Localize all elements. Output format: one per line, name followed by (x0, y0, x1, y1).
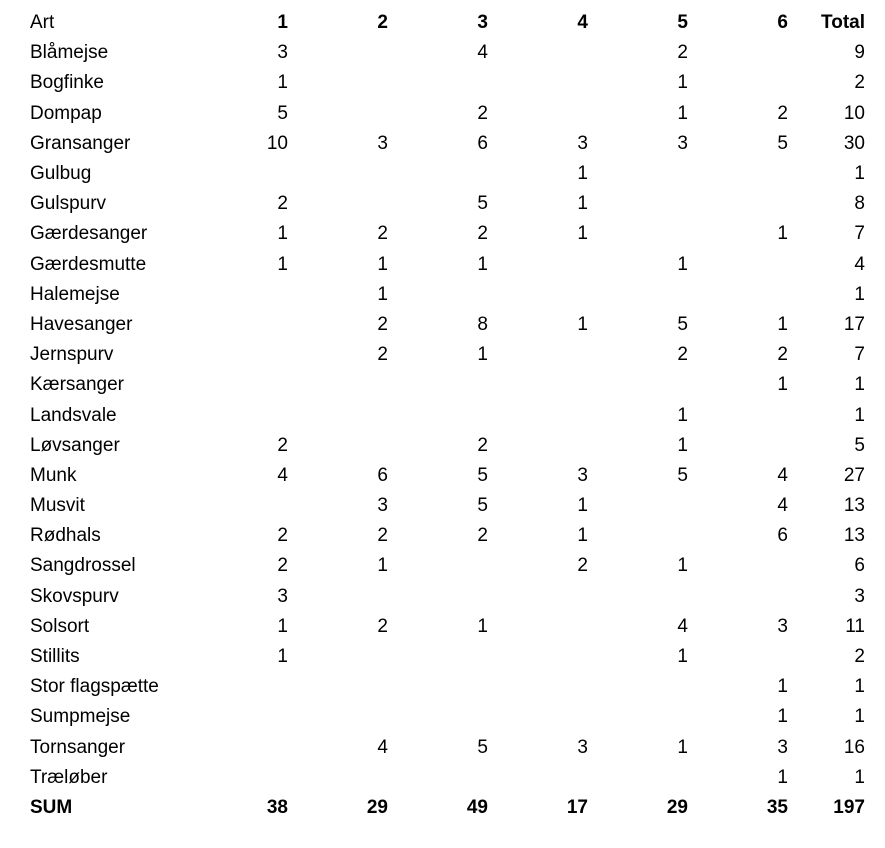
table-row (24, 159, 871, 189)
count-cell-col-5: 5 (677, 313, 688, 335)
count-cell-col-4: 1 (577, 223, 588, 245)
row-total: 9 (854, 42, 865, 64)
count-cell-col-2 (294, 642, 394, 672)
count-cell-col-3: 8 (477, 313, 488, 335)
species-name: Solsort (30, 615, 90, 637)
species-name: Stillits (30, 646, 80, 668)
species-name: Gulspurv (30, 193, 107, 215)
row-total: 1 (854, 283, 865, 305)
count-cell-col-2: 6 (377, 464, 388, 486)
count-cell-col-1: 1 (277, 72, 288, 94)
count-cell-col-1: 2 (277, 555, 288, 577)
count-cell-col-2: 3 (377, 132, 388, 154)
count-cell-col-5: 1 (677, 253, 688, 275)
row-total: 11 (845, 615, 865, 637)
row-total: 17 (843, 313, 865, 335)
species-name: Gærdesmutte (30, 253, 147, 275)
count-cell-col-6 (694, 280, 794, 310)
header-species: Art (30, 12, 55, 34)
row-total: 3 (854, 585, 865, 607)
species-name: Gærdesanger (30, 223, 148, 245)
count-cell-col-2: 1 (377, 283, 388, 305)
count-cell-col-3: 5 (477, 736, 488, 758)
header-col-2: 2 (377, 12, 388, 34)
count-cell-col-4: 1 (577, 313, 588, 335)
count-cell-col-6 (694, 400, 794, 430)
species-name: Musvit (30, 495, 85, 517)
count-cell-col-5: 2 (677, 344, 688, 366)
species-name: Kærsanger (30, 374, 124, 396)
count-cell-col-5: 1 (677, 102, 688, 124)
table-row (24, 280, 871, 310)
count-cell-col-2: 2 (377, 525, 388, 547)
count-cell-col-6: 2 (777, 344, 788, 366)
count-cell-col-5 (594, 370, 694, 400)
row-total: 1 (854, 766, 865, 788)
count-cell-col-4 (494, 38, 594, 68)
table-row (24, 672, 871, 702)
count-cell-col-1 (194, 672, 294, 702)
count-cell-col-6 (694, 582, 794, 612)
count-cell-col-5: 2 (677, 42, 688, 64)
count-cell-col-3 (394, 68, 494, 98)
table-row (24, 491, 871, 521)
count-cell-col-3 (394, 702, 494, 732)
count-cell-col-5 (594, 159, 694, 189)
table-row (24, 521, 871, 551)
table-row (24, 38, 871, 68)
table-row (24, 99, 871, 129)
count-cell-col-4: 1 (577, 495, 588, 517)
count-cell-col-5 (594, 189, 694, 219)
count-cell-col-3: 2 (477, 102, 488, 124)
header-col-4: 4 (577, 12, 588, 34)
count-cell-col-2: 1 (377, 253, 388, 275)
count-cell-col-6 (694, 250, 794, 280)
species-name: Stor flagspætte (30, 676, 159, 698)
count-cell-col-5 (594, 491, 694, 521)
sum-total: 197 (833, 796, 865, 818)
count-cell-col-5: 1 (677, 555, 688, 577)
table-row (24, 582, 871, 612)
count-cell-col-3: 6 (477, 132, 488, 154)
count-cell-col-6: 4 (777, 464, 788, 486)
count-cell-col-1: 2 (277, 193, 288, 215)
species-name: Landsvale (30, 404, 117, 426)
count-cell-col-6: 6 (777, 525, 788, 547)
table-row (24, 340, 871, 370)
count-cell-col-6: 3 (777, 736, 788, 758)
count-cell-col-3 (394, 582, 494, 612)
species-name: Halemejse (30, 283, 120, 305)
count-cell-col-4: 3 (577, 464, 588, 486)
count-cell-col-3: 5 (477, 193, 488, 215)
count-cell-col-1: 10 (266, 132, 288, 154)
count-cell-col-3: 4 (477, 42, 488, 64)
count-cell-col-1: 1 (277, 223, 288, 245)
count-cell-col-5 (594, 763, 694, 793)
count-cell-col-1: 1 (277, 615, 288, 637)
count-cell-col-4: 3 (577, 736, 588, 758)
count-cell-col-4: 2 (577, 555, 588, 577)
count-cell-col-2 (294, 672, 394, 702)
sum-col-4: 17 (566, 796, 588, 818)
count-cell-col-4 (494, 99, 594, 129)
row-total: 8 (854, 193, 865, 215)
count-cell-col-4 (494, 642, 594, 672)
count-cell-col-6: 1 (777, 676, 788, 698)
row-total: 1 (854, 163, 865, 185)
header-col-3: 3 (477, 12, 488, 34)
table-row (24, 431, 871, 461)
row-total: 13 (843, 525, 865, 547)
row-total: 1 (854, 374, 865, 396)
species-name: Jernspurv (30, 344, 114, 366)
count-cell-col-2 (294, 189, 394, 219)
sum-col-3: 49 (466, 796, 488, 818)
table-row (24, 68, 871, 98)
species-name: Sumpmejse (30, 706, 131, 728)
row-total: 6 (854, 555, 865, 577)
species-name: Rødhals (30, 525, 101, 547)
count-cell-col-5 (594, 672, 694, 702)
row-total: 7 (854, 344, 865, 366)
sum-label: SUM (30, 796, 73, 818)
count-cell-col-5: 1 (677, 404, 688, 426)
count-cell-col-1 (194, 340, 294, 370)
row-total: 5 (854, 434, 865, 456)
count-cell-col-2 (294, 431, 394, 461)
species-name: Træløber (30, 766, 108, 788)
count-cell-col-3 (394, 642, 494, 672)
header-col-6: 6 (777, 12, 788, 34)
table-row (24, 129, 871, 159)
count-cell-col-3: 1 (477, 344, 488, 366)
count-cell-col-6: 2 (777, 102, 788, 124)
count-cell-col-1 (194, 400, 294, 430)
header-col-5: 5 (677, 12, 688, 34)
row-total: 2 (854, 72, 865, 94)
species-name: Løvsanger (30, 434, 120, 456)
table-row (24, 733, 871, 763)
count-cell-col-2 (294, 99, 394, 129)
count-cell-col-3: 5 (477, 464, 488, 486)
count-cell-col-2: 2 (377, 615, 388, 637)
count-cell-col-1: 2 (277, 525, 288, 547)
count-cell-col-4 (494, 250, 594, 280)
count-cell-col-1 (194, 491, 294, 521)
header-total: Total (821, 12, 865, 34)
row-total: 1 (854, 706, 865, 728)
count-cell-col-2 (294, 400, 394, 430)
table-body (24, 38, 871, 793)
count-cell-col-3 (394, 672, 494, 702)
count-cell-col-2: 3 (377, 495, 388, 517)
species-name: Dompap (30, 102, 102, 124)
count-cell-col-3 (394, 159, 494, 189)
sum-col-2: 29 (366, 796, 388, 818)
count-cell-col-1: 2 (277, 434, 288, 456)
header-col-1: 1 (277, 12, 288, 34)
count-cell-col-1 (194, 159, 294, 189)
count-cell-col-3 (394, 400, 494, 430)
count-cell-col-3: 1 (477, 615, 488, 637)
species-name: Bogfinke (30, 72, 104, 94)
count-cell-col-6 (694, 189, 794, 219)
count-cell-col-6: 3 (777, 615, 788, 637)
count-cell-col-6: 1 (777, 223, 788, 245)
count-cell-col-2: 2 (377, 344, 388, 366)
table-row (24, 461, 871, 491)
count-cell-col-6: 4 (777, 495, 788, 517)
count-cell-col-1 (194, 763, 294, 793)
count-cell-col-6 (694, 431, 794, 461)
species-name: Gulbug (30, 163, 92, 185)
count-cell-col-6: 1 (777, 313, 788, 335)
species-name: Gransanger (30, 132, 131, 154)
row-total: 30 (843, 132, 865, 154)
count-cell-col-4 (494, 68, 594, 98)
count-cell-col-2 (294, 763, 394, 793)
species-name: Sangdrossel (30, 555, 136, 577)
count-cell-col-2 (294, 582, 394, 612)
count-cell-col-3 (394, 763, 494, 793)
row-total: 7 (854, 223, 865, 245)
header-row (24, 8, 871, 38)
row-total: 2 (854, 646, 865, 668)
row-total: 1 (854, 404, 865, 426)
count-cell-col-4: 1 (577, 163, 588, 185)
table-row (24, 189, 871, 219)
count-cell-col-5 (594, 219, 694, 249)
table-row (24, 250, 871, 280)
row-total: 10 (843, 102, 865, 124)
count-cell-col-6: 1 (777, 374, 788, 396)
table-row (24, 551, 871, 581)
sum-col-1: 38 (266, 796, 288, 818)
count-cell-col-4 (494, 582, 594, 612)
count-cell-col-3: 2 (477, 223, 488, 245)
count-cell-col-5 (594, 702, 694, 732)
count-cell-col-4 (494, 612, 594, 642)
row-total: 16 (843, 736, 865, 758)
count-cell-col-2: 2 (377, 313, 388, 335)
count-cell-col-1 (194, 370, 294, 400)
count-cell-col-4: 1 (577, 525, 588, 547)
count-cell-col-3: 2 (477, 525, 488, 547)
count-cell-col-1 (194, 733, 294, 763)
count-cell-col-1: 1 (277, 253, 288, 275)
count-cell-col-5: 3 (677, 132, 688, 154)
count-cell-col-6: 1 (777, 766, 788, 788)
count-cell-col-5 (594, 582, 694, 612)
count-cell-col-4 (494, 702, 594, 732)
count-cell-col-2 (294, 38, 394, 68)
count-cell-col-1: 3 (277, 42, 288, 64)
count-cell-col-4 (494, 763, 594, 793)
table-row (24, 310, 871, 340)
species-name: Blåmejse (30, 42, 109, 64)
sum-col-6: 35 (766, 796, 788, 818)
count-cell-col-6 (694, 642, 794, 672)
count-cell-col-3: 5 (477, 495, 488, 517)
species-count-table (24, 8, 871, 823)
count-cell-col-1 (194, 702, 294, 732)
count-cell-col-5 (594, 280, 694, 310)
count-cell-col-5 (594, 521, 694, 551)
species-name: Tornsanger (30, 736, 126, 758)
count-cell-col-6: 5 (777, 132, 788, 154)
count-cell-col-6 (694, 68, 794, 98)
count-cell-col-2: 4 (377, 736, 388, 758)
count-cell-col-3 (394, 551, 494, 581)
count-cell-col-6 (694, 38, 794, 68)
count-cell-col-6: 1 (777, 706, 788, 728)
count-cell-col-6 (694, 159, 794, 189)
count-cell-col-4 (494, 370, 594, 400)
count-cell-col-5: 1 (677, 434, 688, 456)
count-cell-col-1: 3 (277, 585, 288, 607)
count-cell-col-4 (494, 280, 594, 310)
count-cell-col-2: 1 (377, 555, 388, 577)
count-cell-col-1 (194, 310, 294, 340)
species-name: Munk (30, 464, 77, 486)
sum-row (24, 793, 871, 823)
count-cell-col-4: 1 (577, 193, 588, 215)
count-cell-col-4 (494, 431, 594, 461)
count-cell-col-5: 1 (677, 72, 688, 94)
count-cell-col-2 (294, 702, 394, 732)
sum-col-5: 29 (666, 796, 688, 818)
count-cell-col-4: 3 (577, 132, 588, 154)
table-row (24, 219, 871, 249)
count-cell-col-5: 4 (677, 615, 688, 637)
count-cell-col-1: 4 (277, 464, 288, 486)
count-cell-col-4 (494, 672, 594, 702)
count-cell-col-2 (294, 68, 394, 98)
count-cell-col-3: 2 (477, 434, 488, 456)
row-total: 1 (854, 676, 865, 698)
count-cell-col-4 (494, 400, 594, 430)
row-total: 27 (843, 464, 865, 486)
count-cell-col-3 (394, 370, 494, 400)
count-cell-col-2: 2 (377, 223, 388, 245)
table-row (24, 370, 871, 400)
species-name: Havesanger (30, 313, 133, 335)
count-cell-col-1: 1 (277, 646, 288, 668)
count-cell-col-4 (494, 340, 594, 370)
table-row (24, 400, 871, 430)
row-total: 13 (843, 495, 865, 517)
count-cell-col-1 (194, 280, 294, 310)
count-cell-col-1: 5 (277, 102, 288, 124)
count-cell-col-3: 1 (477, 253, 488, 275)
count-cell-col-5: 5 (677, 464, 688, 486)
row-total: 4 (854, 253, 865, 275)
count-cell-col-5: 1 (677, 736, 688, 758)
species-name: Skovspurv (30, 585, 119, 607)
table-row (24, 702, 871, 732)
table-row (24, 642, 871, 672)
count-cell-col-6 (694, 551, 794, 581)
count-cell-col-2 (294, 370, 394, 400)
table-row (24, 612, 871, 642)
count-cell-col-2 (294, 159, 394, 189)
table-row (24, 763, 871, 793)
count-cell-col-5: 1 (677, 646, 688, 668)
count-cell-col-3 (394, 280, 494, 310)
